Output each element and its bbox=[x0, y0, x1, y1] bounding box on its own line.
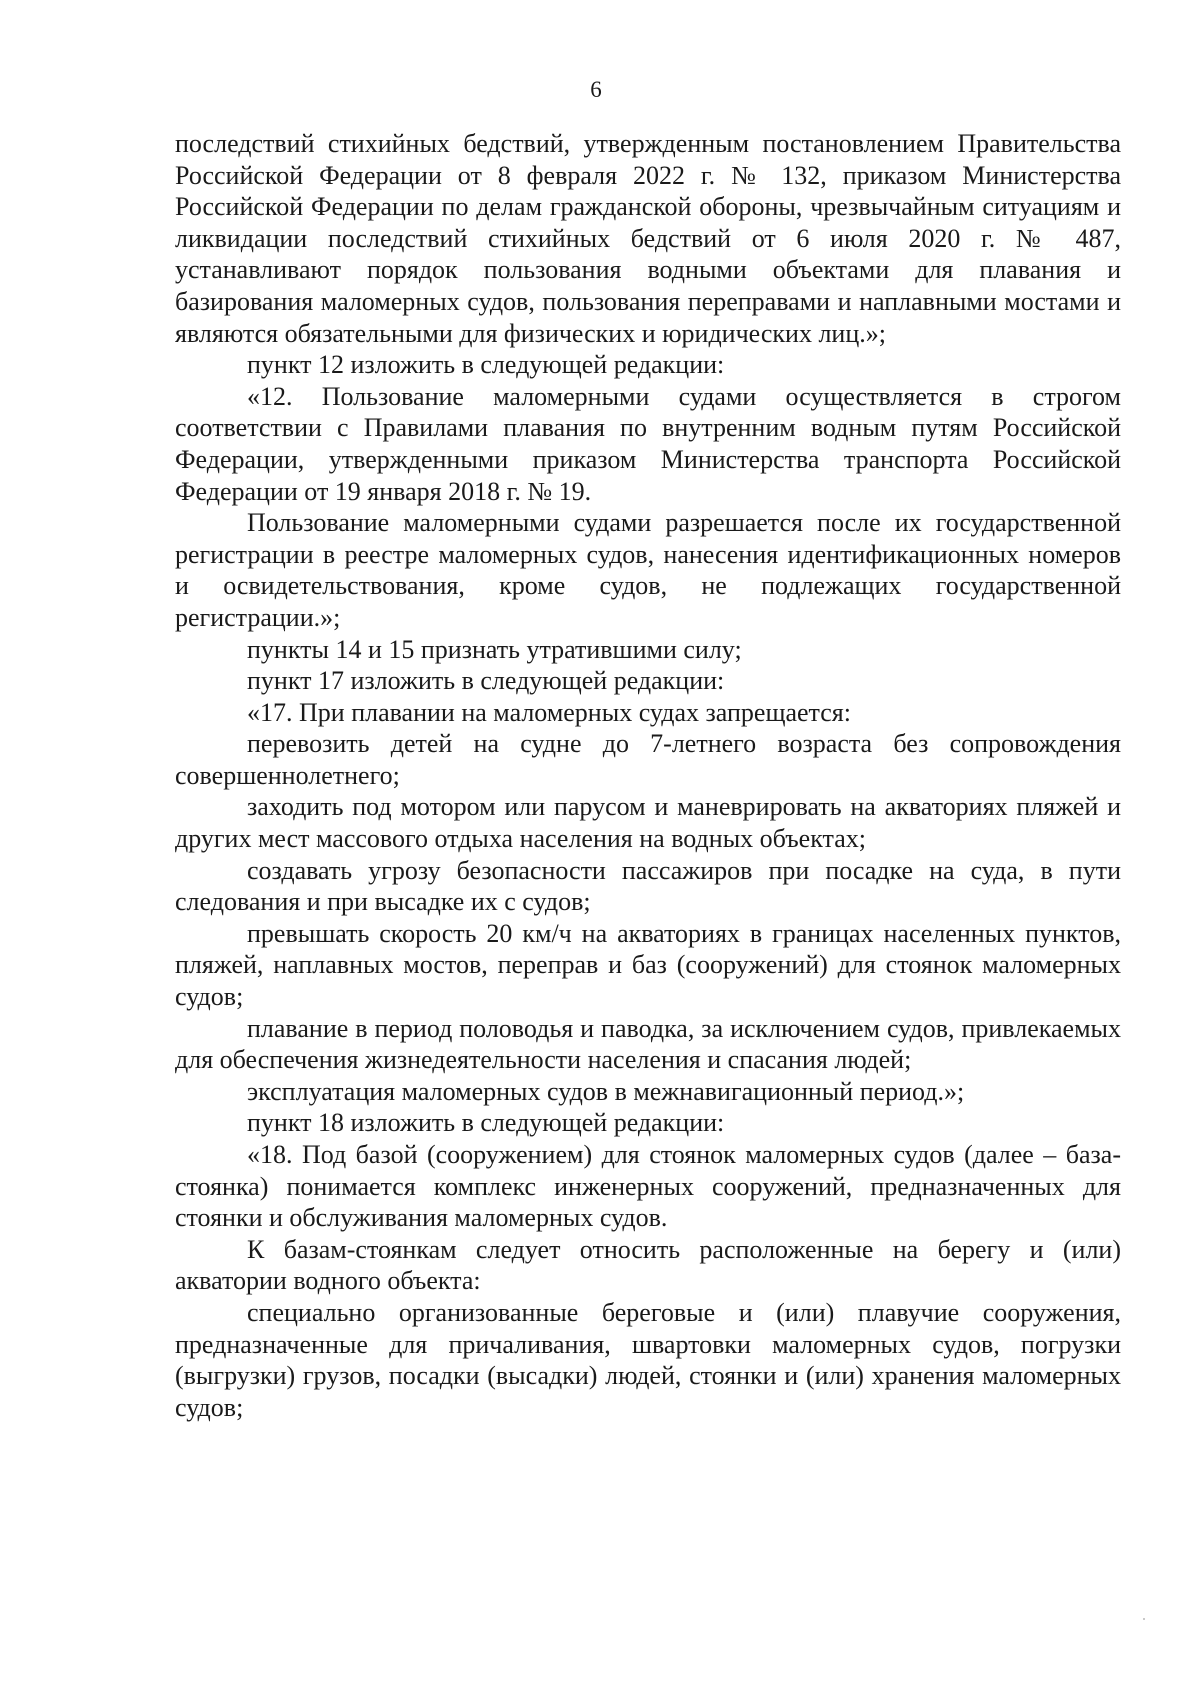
paragraph: плавание в период половодья и паводка, за исключением судов, привлекаемых для обеспечения жизнедеятельности населения и спасания людей; bbox=[175, 1013, 1121, 1075]
paragraph: пункты 14 и 15 признать утратившими силу; bbox=[247, 634, 742, 664]
paragraph: пункт 17 изложить в следующей редакции: bbox=[247, 666, 725, 696]
paragraph: превышать скорость 20 км/ч на акваториях в границах населенных пунктов, пляжей, наплавных мостов, переправ и баз (сооружений) для стоянок маломерных судов; bbox=[175, 918, 1121, 1012]
paragraph: «17. При плавании на маломерных судах запрещается: bbox=[247, 697, 851, 727]
paragraph: перевозить детей на судне до 7-летнего возраста без сопровождения совершеннолетнего; bbox=[175, 729, 1121, 790]
scan-artifact-dot bbox=[1143, 1618, 1145, 1620]
paragraph: «18. Под базой (сооружением) для стоянок маломерных судов (далее – база-стоянка) понимается комплекс инженерных сооружений, предназначенных для стоянки и обслуживания маломерных судов. bbox=[175, 1140, 1121, 1233]
paragraph: «12. Пользование маломерными судами осуществляется в строгом соответствии с Правилами плавания по внутренним водным путям Российской Федерации, утвержденными приказом Министерства транспорта Российской Федерации от 19 января 2018 г. № 19. bbox=[175, 381, 1121, 506]
page-number: 6 bbox=[590, 77, 602, 102]
paragraph: пункт 18 изложить в следующей редакции: bbox=[247, 1108, 725, 1138]
document-body bbox=[175, 128, 1121, 1423]
paragraph: К базам-стоянкам следует относить расположенные на берегу и (или) акватории водного объекта: bbox=[175, 1234, 1121, 1296]
paragraph: последствий стихийных бедствий, утвержденным постановлением Правительства Российской Федерации от 8 февраля 2022 г. № 132, приказом Министерства Российской Федерации по делам гражданской обороны, чрезвычайным ситуациям и ликвидации последствий стихийных бедствий от 6 июля 2020 г. № 487, устанавливают порядок пользования водными объектами для плавания и базирования маломерных судов, пользования переправами и наплавными мостами и являются обязательными для физических и юридических лиц.»; bbox=[175, 129, 1121, 348]
paragraph: заходить под мотором или парусом и маневрировать на акваториях пляжей и других мест массового отдыха населения на водных объектах; bbox=[175, 792, 1121, 854]
paragraph: создавать угрозу безопасности пассажиров при посадке на суда, в пути следования и при высадке их с судов; bbox=[175, 855, 1121, 917]
paragraph: эксплуатация маломерных судов в межнавигационный период.»; bbox=[247, 1076, 965, 1106]
paragraph: Пользование маломерными судами разрешается после их государственной регистрации в реестре маломерных судов, нанесения идентификационных номеров и освидетельствования, кроме судов, не подлежащих государственной регистрации.»; bbox=[175, 508, 1121, 632]
paragraph: специально организованные береговые и (или) плавучие сооружения, предназначенные для причаливания, швартовки маломерных судов, погрузки (выгрузки) грузов, посадки (высадки) людей, стоянки и (или) хранения маломерных судов; bbox=[175, 1297, 1121, 1422]
paragraph: пункт 12 изложить в следующей редакции: bbox=[247, 350, 725, 380]
